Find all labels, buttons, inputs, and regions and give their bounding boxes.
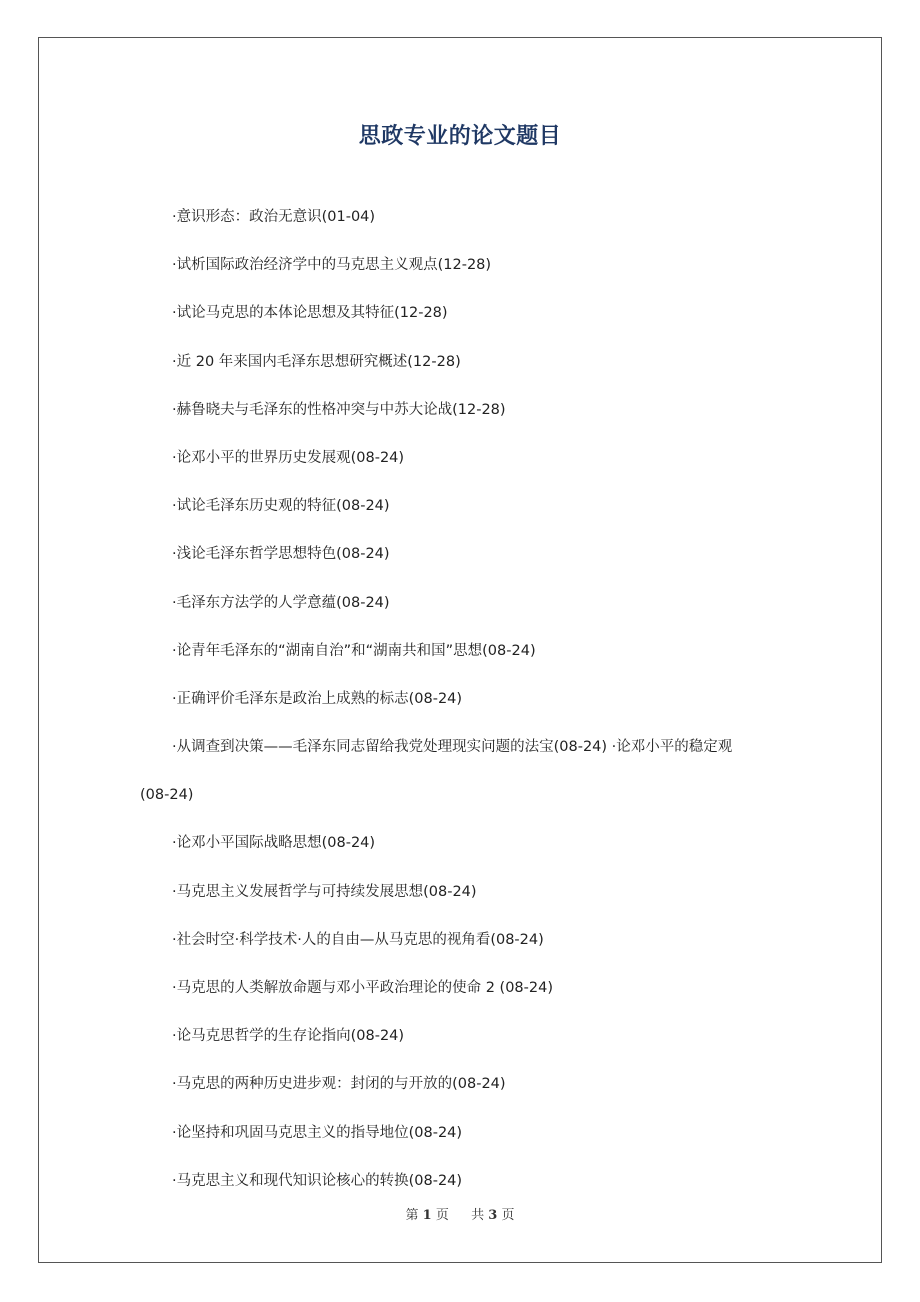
page-footer [0, 1206, 920, 1226]
page-total-unit: 页 [501, 1208, 515, 1223]
list-item: ·马克思主义发展哲学与可持续发展思想(08-24) [172, 883, 477, 900]
list-item: ·试论毛泽东历史观的特征(08-24) [172, 498, 390, 515]
list-item: ·毛泽东方法学的人学意蕴(08-24) [172, 594, 390, 611]
thesis-topic-list [140, 193, 790, 1205]
page-number-total: 3 [488, 1208, 498, 1223]
wrapped-list-item [140, 723, 790, 819]
list-item: ·马克思的人类解放命题与邓小平政治理论的使命 2 (08-24) [172, 980, 553, 996]
list-item: ·意识形态：政治无意识(01-04) [172, 209, 376, 225]
list-item: ·近 20 年来国内毛泽东思想研究概述(12-28) [172, 353, 461, 370]
list-item: ·马克思的两种历史进步观：封闭的与开放的(08-24) [172, 1076, 506, 1093]
list-item: ·马克思主义和现代知识论核心的转换(08-24) [172, 1172, 463, 1189]
list-item: ·社会时空·科学技术·人的自由—从马克思的视角看(08-24) [172, 931, 544, 948]
list-item: ·试论马克思的本体论思想及其特征(12-28) [172, 305, 448, 322]
wrapped-list-item-line-2: (08-24) [140, 787, 194, 804]
list-item: ·试析国际政治经济学中的马克思主义观点(12-28) [172, 257, 492, 274]
list-item: ·论青年毛泽东的“湖南自治”和“湖南共和国”思想(08-24) [172, 642, 536, 659]
list-item: ·论马克思哲学的生存论指向(08-24) [172, 1028, 405, 1045]
page-number-current: 1 [422, 1208, 432, 1223]
list-item: ·正确评价毛泽东是政治上成熟的标志(08-24) [172, 690, 463, 707]
wrapped-list-item-line-1: ·从调查到决策——毛泽东同志留给我党处理现实问题的法宝(08-24) ·论邓小平的稳定观 [172, 739, 733, 756]
list-item: ·论邓小平国际战略思想(08-24) [172, 835, 376, 852]
list-item: ·赫鲁晓夫与毛泽东的性格冲突与中苏大论战(12-28) [172, 401, 506, 418]
page-total-prefix: 共 [471, 1208, 485, 1223]
page-number-prefix: 第 [405, 1208, 419, 1223]
list-item: ·论坚持和巩固马克思主义的指导地位(08-24) [172, 1124, 463, 1141]
list-item: ·论邓小平的世界历史发展观(08-24) [172, 449, 405, 466]
document-title: 思政专业的论文题目 [358, 124, 562, 149]
list-item: ·浅论毛泽东哲学思想特色(08-24) [172, 546, 390, 563]
page-number-unit: 页 [435, 1208, 449, 1223]
